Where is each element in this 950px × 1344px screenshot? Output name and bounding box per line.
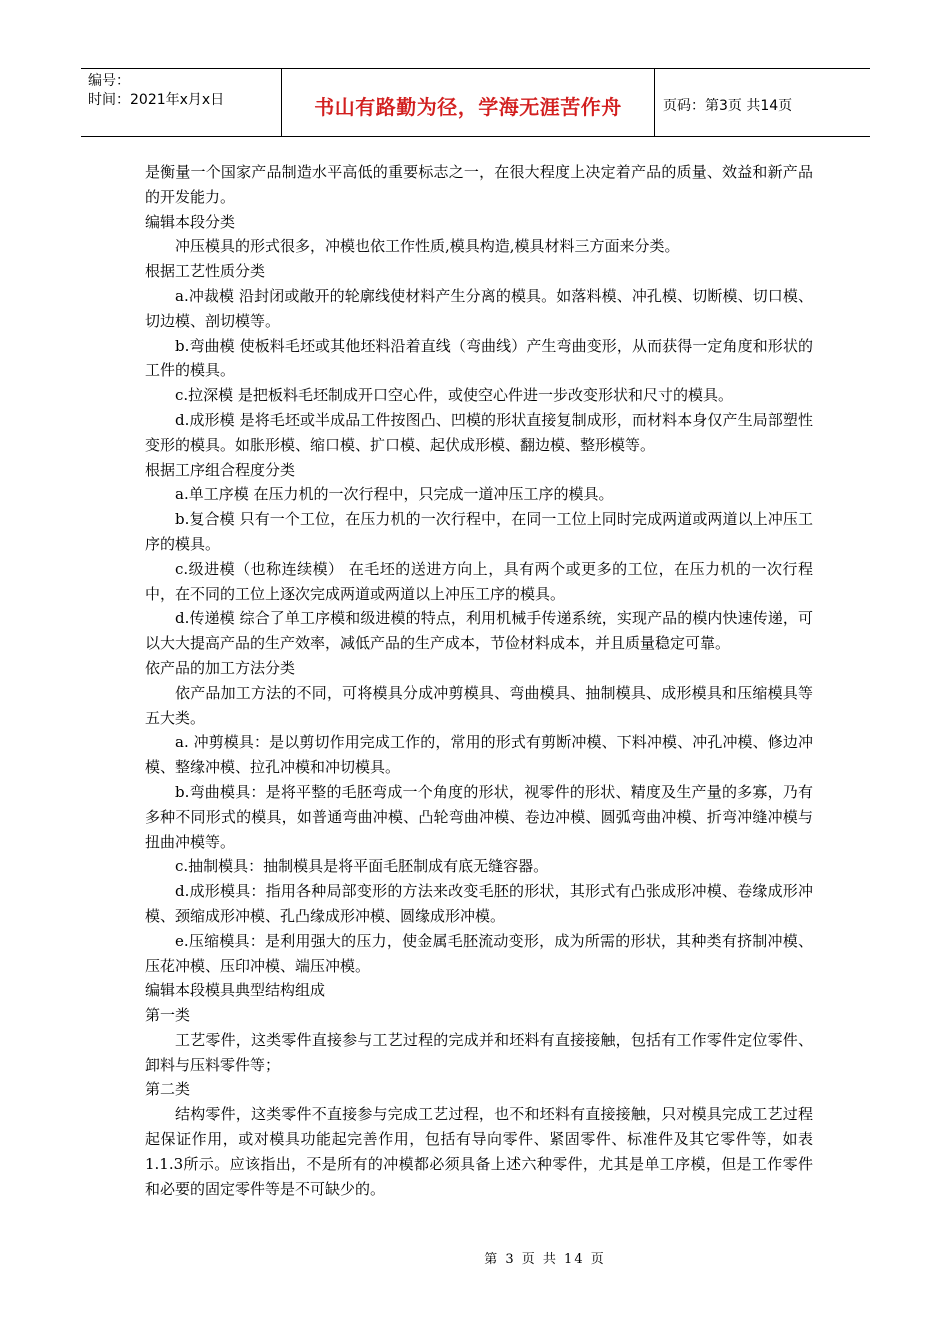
section-heading: 编辑本段分类 [145, 212, 236, 231]
document-number-label: 编号： [88, 73, 130, 89]
section-heading: 第一类 [145, 1006, 191, 1025]
section-heading: 根据工序组合程度分类 [145, 460, 296, 479]
body-paragraph: c.级进模（也称连续模） 在毛坯的送进方向上，具有两个或更多的工位，在压力机的一次行程中，在不同的工位上逐次完成两道或两道以上冲压工序的模具。 [145, 559, 813, 603]
page-header [81, 68, 870, 137]
footer-page-number: 第 3 页 共 14 页 [484, 1252, 606, 1267]
body-paragraph: a. 冲剪模具：是以剪切作用完成工作的，常用的形式有剪断冲模、下料冲模、冲孔冲模、修边冲模、整缘冲模、拉孔冲模和冲切模具。 [145, 733, 813, 777]
body-paragraph: a.单工序模 在压力机的一次行程中，只完成一道冲压工序的模具。 [175, 485, 614, 504]
body-paragraph: b.弯曲模 使板料毛坯或其他坯料沿着直线（弯曲线）产生弯曲变形，从而获得一定角度和形状的工件的模具。 [145, 336, 813, 380]
header-motto: 书山有路勤为径，学海无涯苦作舟 [282, 69, 655, 136]
body-paragraph: c.拉深模 是把板料毛坯制成开口空心件，或使空心件进一步改变形状和尺寸的模具。 [175, 386, 733, 405]
body-paragraph: d.成形模具：指用各种局部变形的方法来改变毛胚的形状，其形式有凸张成形冲模、卷缘成形冲模、颈缩成形冲模、孔凸缘成形冲模、圆缘成形冲模。 [145, 882, 813, 925]
section-heading: 编辑本段模具典型结构组成 [145, 981, 326, 1000]
body-paragraph: d.成形模 是将毛坯或半成品工件按图凸、凹模的形状直接复制成形，而材料本身仅产生局部塑性变形的模具。如胀形模、缩口模、扩口模、起伏成形模、翻边模、整形模等。 [145, 410, 813, 454]
body-paragraph: 冲压模具的形式很多，冲模也依工作性质,模具构造,模具材料三方面来分类。 [175, 237, 680, 256]
body-paragraph: c.抽制模具：抽制模具是将平面毛胚制成有底无缝容器。 [175, 857, 549, 876]
body-paragraph: a.冲裁模 沿封闭或敞开的轮廓线使材料产生分离的模具。如落料模、冲孔模、切断模、切口模、切边模、剖切模等。 [145, 286, 813, 330]
body-paragraph: 依产品加工方法的不同，可将模具分成冲剪模具、弯曲模具、抽制模具、成形模具和压缩模具等五大类。 [145, 683, 813, 727]
document-time-label: 时间：2021年x月x日 [88, 92, 225, 108]
body-paragraph: e.压缩模具：是利用强大的压力，使金属毛胚流动变形，成为所需的形状，其种类有挤制冲模、压花冲模、压印冲模、端压冲模。 [145, 931, 813, 975]
body-paragraph: d.传递模 综合了单工序模和级进模的特点，利用机械手传递系统，实现产品的模内快速传递，可以大大提高产品的生产效率，减低产品的生产成本，节俭材料成本，并且质量稳定可靠。 [145, 609, 813, 653]
page-footer [0, 1248, 950, 1267]
document-body [145, 160, 813, 1201]
section-heading: 第二类 [145, 1080, 191, 1099]
header-meta [81, 69, 282, 136]
body-paragraph: 结构零件，这类零件不直接参与完成工艺过程，也不和坯料有直接接触，只对模具完成工艺过程起保证作用，或对模具功能起完善作用，包括有导向零件、紧固零件、标准件及其它零件等，如表1.1.3所示。应该指出，不是所有的冲模都必须具备上述六种零件，尤其是单工序模，但是工作零件和必要的固定零件等是不可缺少的。 [145, 1105, 813, 1198]
body-paragraph: 工艺零件，这类零件直接参与工艺过程的完成并和坯料有直接接触，包括有工作零件定位零件、卸料与压料零件等； [145, 1030, 813, 1074]
body-paragraph: b.弯曲模具：是将平整的毛胚弯成一个角度的形状，视零件的形状、精度及生产量的多寡，乃有多种不同形式的模具，如普通弯曲冲模、凸轮弯曲冲模、卷边冲模、圆弧弯曲冲模、折弯冲缝冲模与扭曲冲模等。 [145, 782, 813, 851]
header-page-info: 页码：第3页 共14页 [663, 97, 793, 114]
section-heading: 依产品的加工方法分类 [145, 658, 296, 677]
body-paragraph: b.复合模 只有一个工位，在压力机的一次行程中，在同一工位上同时完成两道或两道以上冲压工序的模具。 [145, 510, 813, 553]
section-heading: 是衡量一个国家产品制造水平高低的重要标志之一，在很大程度上决定着产品的质量、效益和新产品的开发能力。 [145, 163, 813, 206]
section-heading: 根据工艺性质分类 [145, 262, 266, 281]
